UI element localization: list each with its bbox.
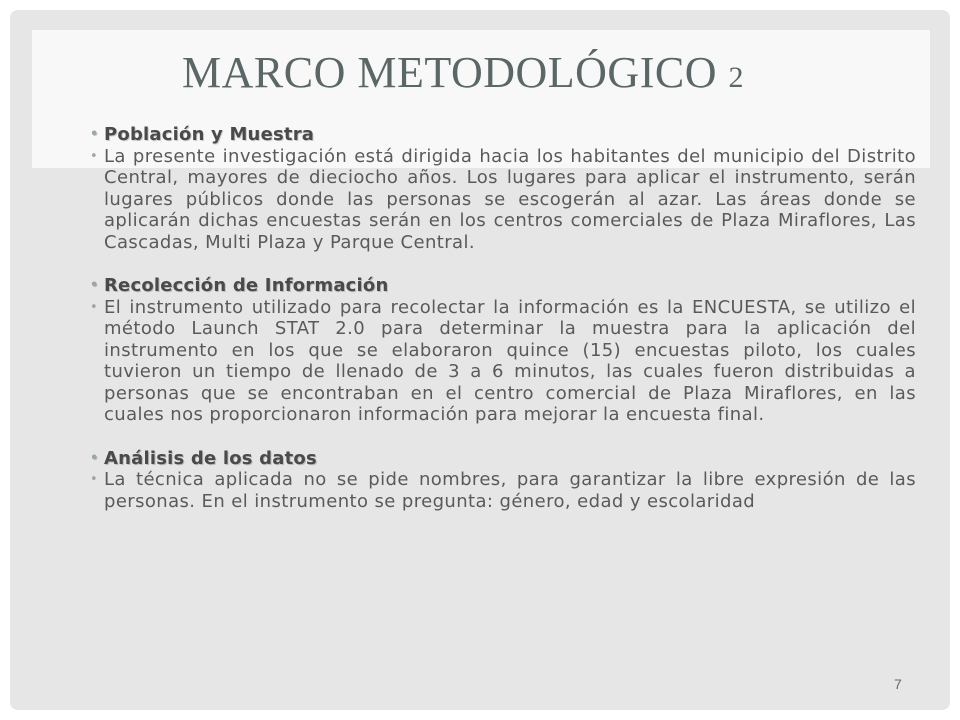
section-heading-analisis	[92, 448, 916, 470]
slide	[10, 10, 950, 710]
bullet-icon: •	[90, 299, 99, 315]
section-body-text: El instrumento utilizado para recolectar la información es la ENCUESTA, se utilizo el método Launch STAT 2.0 para determinar la muestra para la aplicación del instrumento en los que se elaboraron quince (15) encuestas piloto, los cuales tuvieron un tiempo de llenado de 3 a 6 minutos, las cuales fueron distribuidas a personas que se encontraban en el centro comercial de Plaza Miraflores, en las cuales nos proporcionaron información para mejorar la encuesta final.	[104, 296, 916, 425]
slide-title	[182, 48, 744, 103]
section-heading-poblacion	[92, 124, 916, 146]
bullet-icon: •	[90, 472, 99, 487]
section-body-recoleccion	[92, 297, 916, 426]
section-heading-text: Recolección de Información	[104, 275, 389, 296]
section-body-text: La técnica aplicada no se pide nombres, para garantizar la libre expresión de las personas. En el instrumento se pregunta: género, edad y escolaridad	[104, 469, 916, 512]
section-body-analisis	[92, 469, 916, 512]
section-heading-recoleccion	[92, 275, 916, 297]
slide-title-number: 2	[728, 61, 744, 94]
bullet-icon: •	[90, 148, 99, 164]
spacer	[92, 253, 916, 275]
section-body-poblacion	[92, 146, 916, 254]
bullet-icon: •	[90, 450, 99, 466]
bullet-icon: •	[90, 127, 99, 142]
section-heading-text: Población y Muestra	[104, 124, 315, 145]
section-body-text: La presente investigación está dirigida hacia los habitantes del municipio del Distrito Central, mayores de dieciocho años. Los lugares para aplicar el instrumento, serán lugares públicos donde las personas se escogerán al azar. Las áreas donde se aplicarán dichas encuestas serán en los centros comerciales de Plaza Miraflores, Las Cascadas, Multi Plaza y Parque Central.	[104, 145, 916, 253]
slide-title-text: MARCO METODOLÓGICO	[182, 48, 717, 97]
section-heading-text: Análisis de los datos	[104, 447, 317, 469]
page-number: 7	[894, 676, 902, 692]
slide-content	[92, 124, 916, 512]
bullet-icon: •	[90, 278, 99, 293]
spacer	[92, 426, 916, 448]
